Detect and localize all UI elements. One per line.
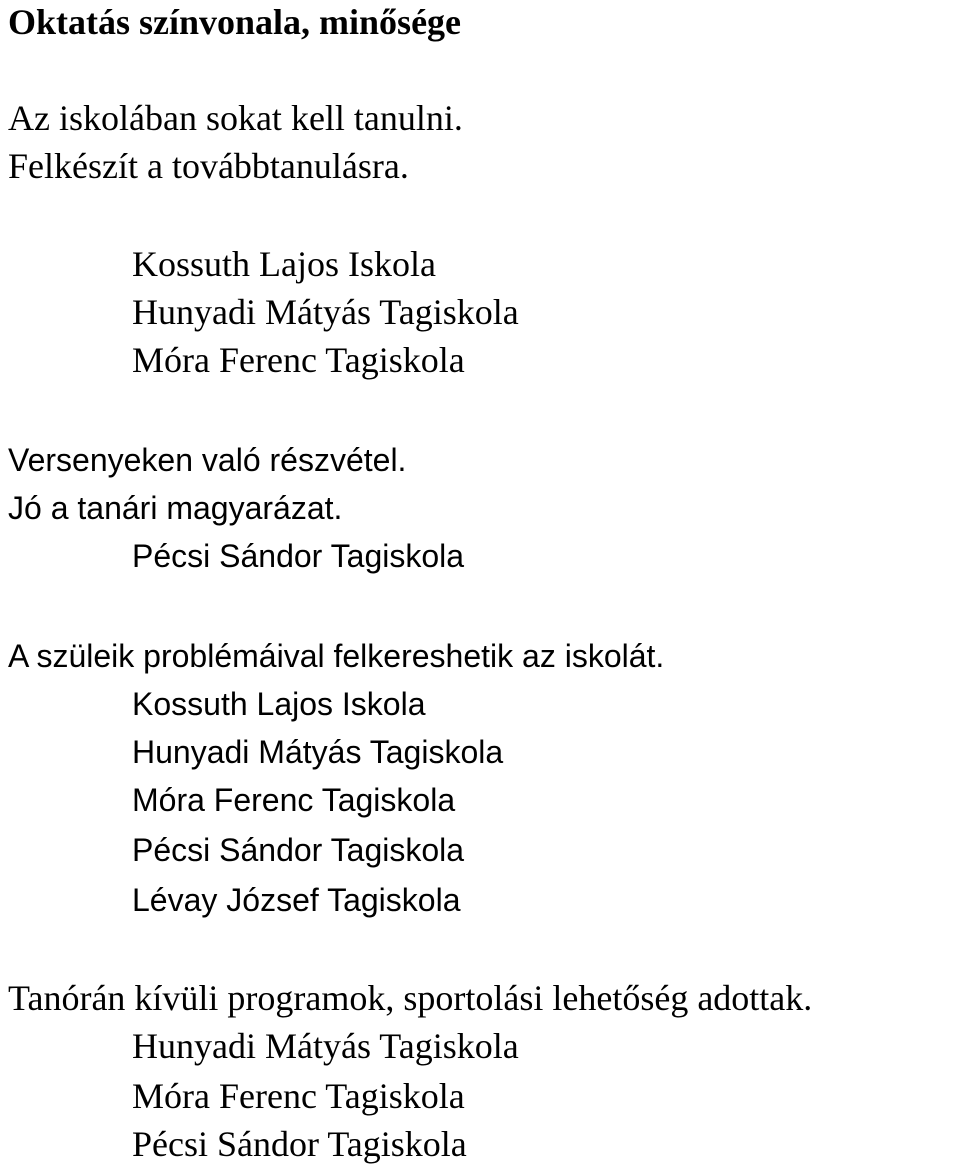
statement: Tanórán kívüli programok, sportolási lehetőség adottak. [8,978,813,1018]
school-name: Pécsi Sándor Tagiskola [132,538,465,574]
school-name: Móra Ferenc Tagiskola [132,1076,465,1116]
page-title: Oktatás színvonala, minősége [8,2,462,42]
school-name: Móra Ferenc Tagiskola [132,782,456,818]
school-name: Pécsi Sándor Tagiskola [132,1124,467,1164]
school-name: Hunyadi Mátyás Tagiskola [132,292,519,332]
school-name: Kossuth Lajos Iskola [132,686,426,722]
school-name: Kossuth Lajos Iskola [132,244,436,284]
statement: Jó a tanári magyarázat. [8,490,343,526]
school-name: Móra Ferenc Tagiskola [132,340,465,380]
statement: Az iskolában sokat kell tanulni. [8,98,463,138]
school-name: Hunyadi Mátyás Tagiskola [132,734,504,770]
school-name: Pécsi Sándor Tagiskola [132,832,465,868]
statement: Versenyeken való részvétel. [8,442,407,478]
statement: Felkészít a továbbtanulásra. [8,146,409,186]
statement: A szüleik problémáival felkereshetik az iskolát. [8,638,665,674]
school-name: Hunyadi Mátyás Tagiskola [132,1026,519,1066]
school-name: Lévay József Tagiskola [132,882,461,918]
